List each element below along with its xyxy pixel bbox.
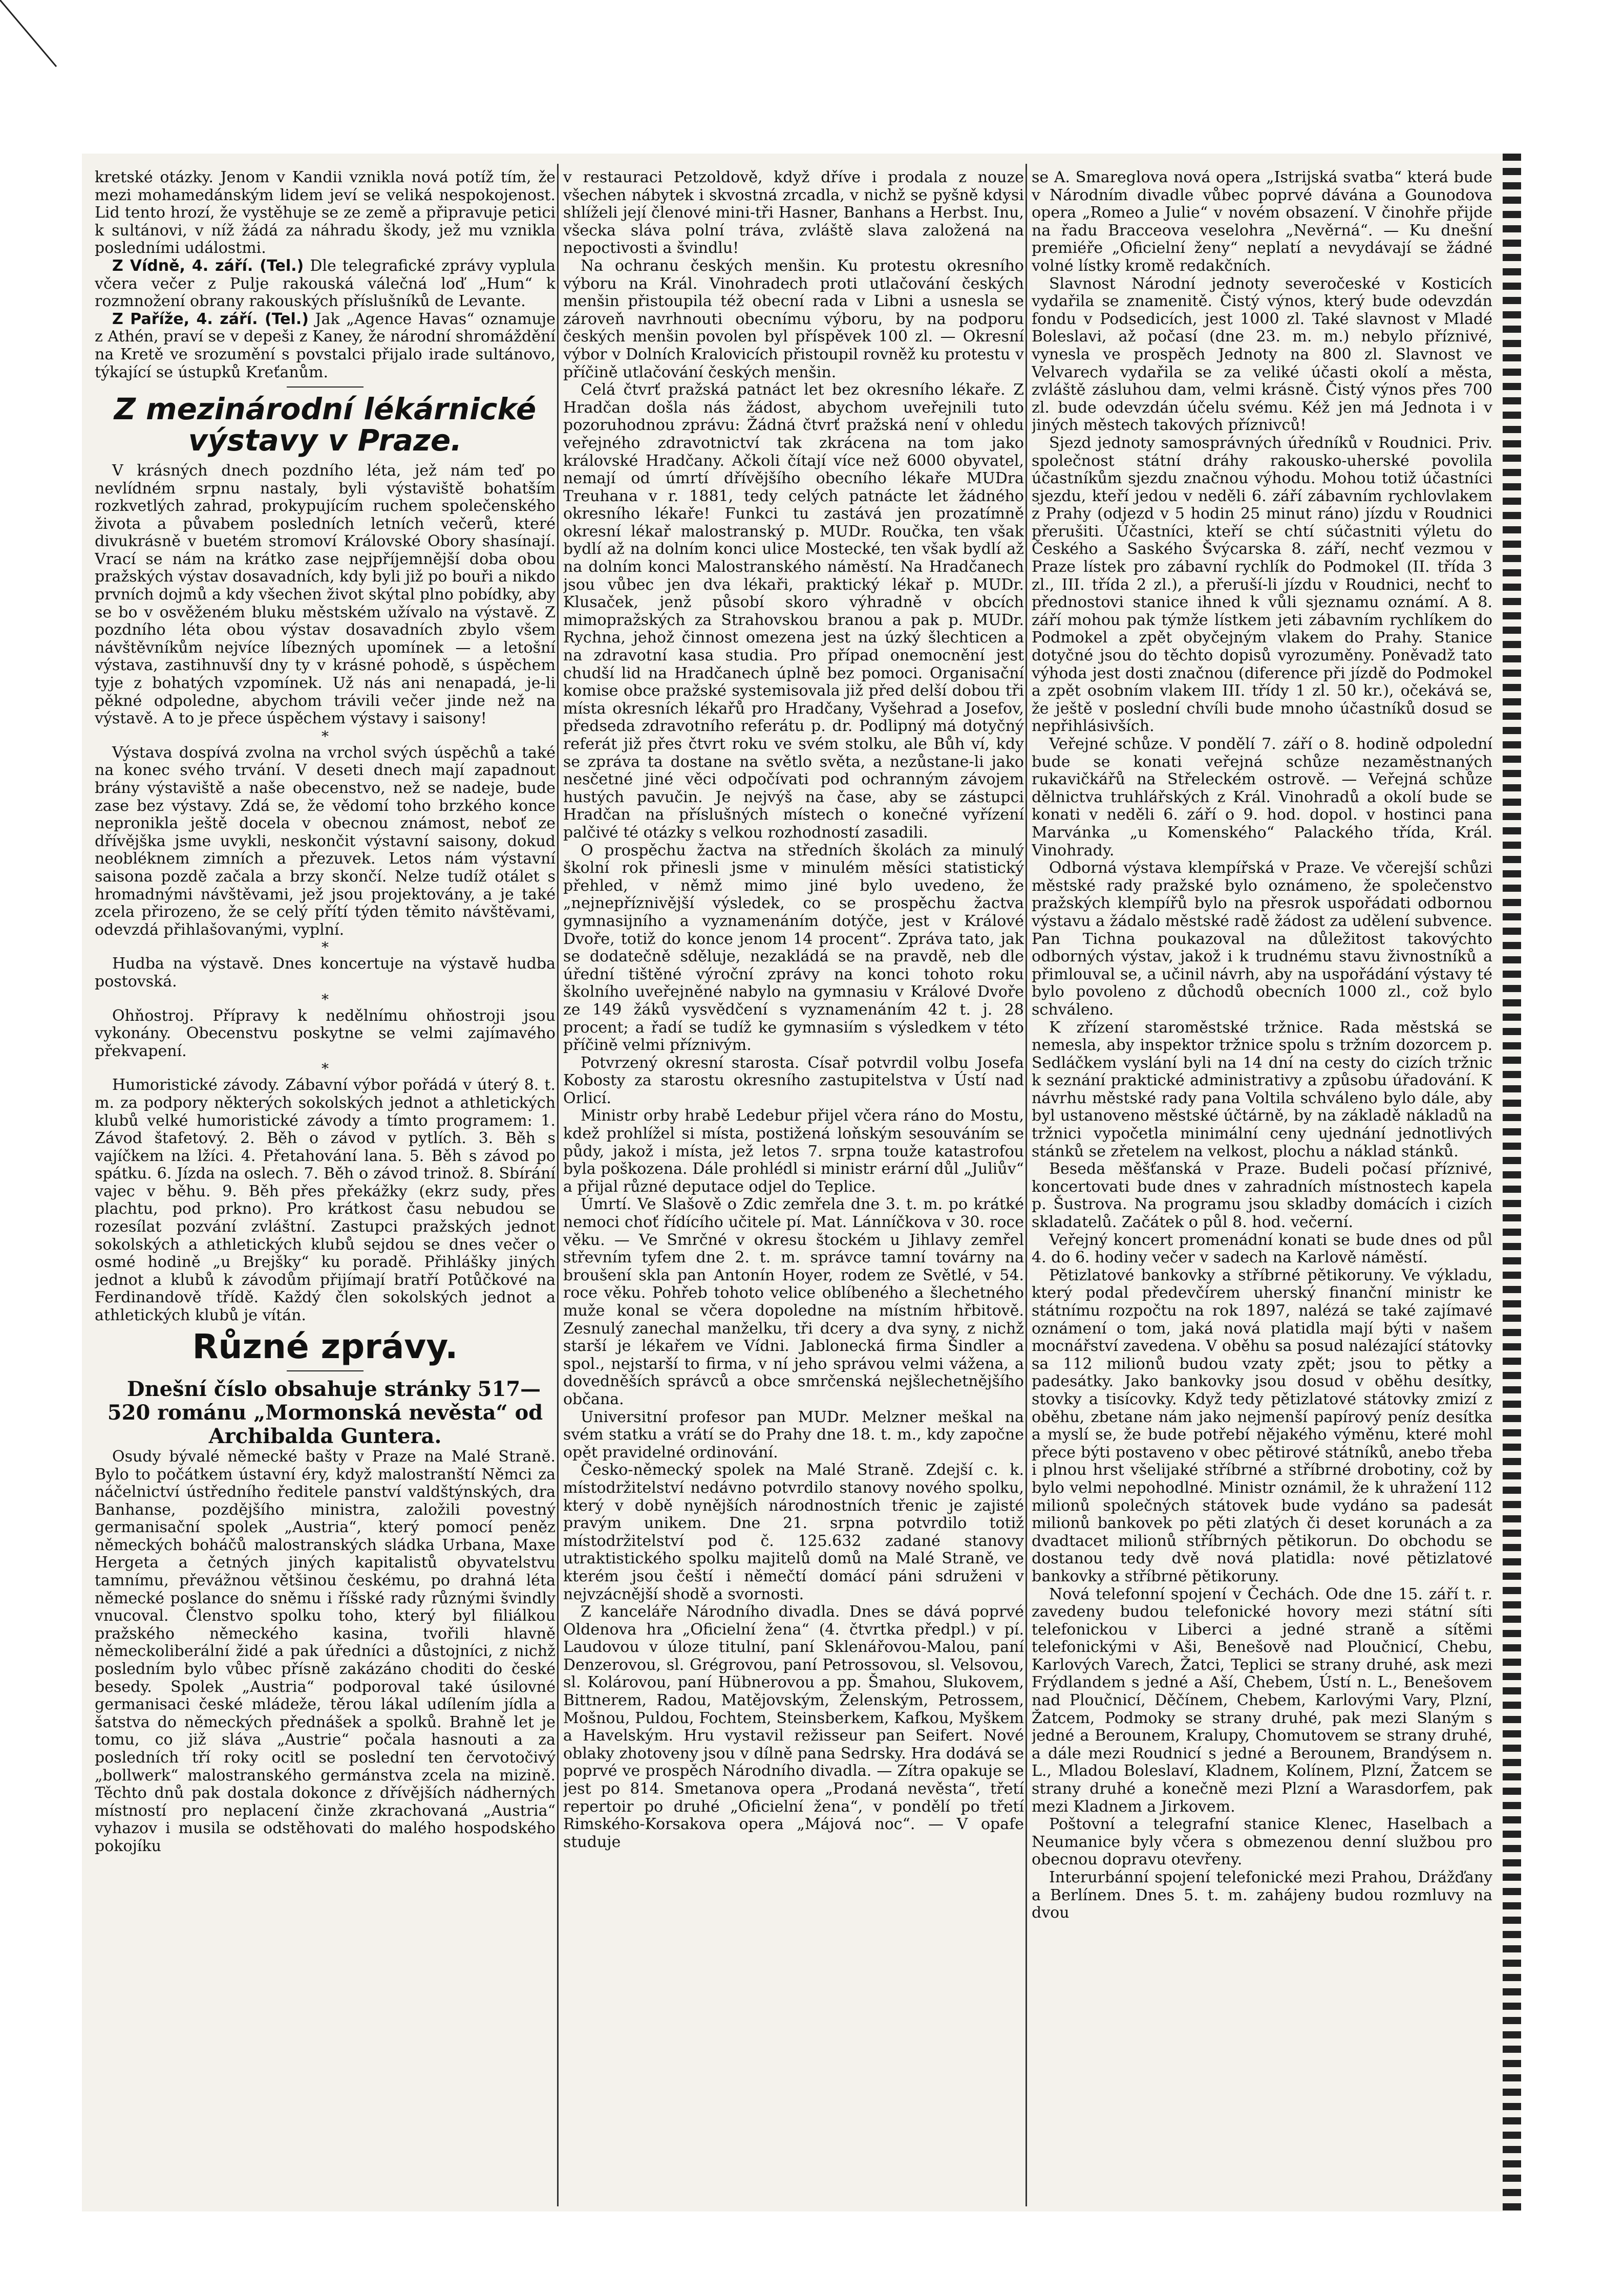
dateline: Z Paříže, 4. září. (Tel.) [112, 310, 309, 328]
column-2 [563, 169, 1024, 2196]
article-paragraph: K zřízení staroměstské tržnice. Rada městská se nemesla, aby inspektor tržnice spolu s tržním dozorcem p. Sedláčkem vyslání byli na 14 dní na cesty do cizích tržnic k seznání praktické administrativy a způsobu úřadování. K návrhu městské rady pana Voltila schváleno bylo dále, aby byl ustanoveno městské účtárně, by na základě nákladů na tržnici vypočetla minimální ceny ujednání jednotlivých stánků se zřetelem na velkost, plochu a náklad stánků. [1032, 1018, 1492, 1161]
article-paragraph: v restauraci Petzoldově, když dříve i prodala z nouze všechen nábytek i skvostná zrcadla, v nichž se pyšně kdysi shlíželi její členové mini-tři Hasner, Banhans a Herbst. Inu, všecka sláva polní tráva, zvláště slava založená na nepoctivosti a švindlu! [563, 169, 1024, 257]
article-paragraph: Potvrzený okresní starosta. Císař potvrdil volbu Josefa Kobosty za starostu okresního zastupitelstva v Ústí nad Orlicí. [563, 1054, 1024, 1107]
column-3 [1032, 169, 1492, 2196]
article-paragraph: Nová telefonní spojení v Čechách. Ode dne 15. září t. r. zavedeny budou telefonické hovory mezi státní síti telefonickou v Liberci a jedné straně a sítěmi telefonickými v Aši, Benešově nad Ploučnicí, Chebu, Karlových Varech, Žatci, Teplici se strany druhé, ask mezi Frýdlandem s jedné a Aší, Chebem, Ústí n. L., Benešovem nad Ploučnicí, Děčínem, Chebem, Karlovými Vary, Plzní, Žatcem, Podmoky se strany druhé, pak mezi Slaným s jedné a Berounem, Kralupy, Chomutovem se strany druhé, a dále mezi Roudnicí s jedné a Berounem, Brandýsem n. L., Mladou Boleslaví, Kladnem, Kolínem, Plzní, Žatcem se strany druhé a konečně mezi Plzní a Warasdorfem, pak mezi Kladnem a Jirkovem. [1032, 1585, 1492, 1816]
article-text: Jak „Agence Havas“ oznamuje z Athén, praví se v depeši z Kaney, že národní shromáždění na Kretě ve srozumění s povstalci přijalo irade sultánovo, týkající se ústupků Kreťanům. [95, 310, 555, 381]
article-paragraph: Na ochranu českých menšin. Ku protestu okresního výboru na Král. Vinohradech proti utlačování českých menšin přistoupila též obecní rada v Libni a usnesla se zároveň navrhnouti obecnímu výboru, by na podporu českých menšin povolen byl příspěvek 100 zl. — Okresní výbor v Dolních Kralovicích přistoupil rovněž ku protestu v příčině utlačování českých menšin. [563, 256, 1024, 381]
article-paragraph: Z kanceláře Národního divadla. Dnes se dává poprvé Oldenova hra „Oficielní žena“ (4. čtvrtka předpl.) v pí. Laudovou v úloze titulní, paní Sklenářovou-Malou, paní Denzerovou, sl. Grégrovou, paní Petrossovou, sl. Velsovou, sl. Kolárovou, paní Hübnerovou a pp. Šmahou, Slukovem, Bittnerem, Radou, Matějovským, Želenským, Petrossem, Mošnou, Puldou, Fochtem, Steinsberkem, Kafkou, Myškem a Havelským. Hru vystavil režisseur pan Seifert. Nové oblaky zhotoveny jsou v dílně pana Sedrsky. Hra dodává se poprvé ve prospěch Národního divadla. — Zítra opakuje se jest po 814. Smetanova opera „Prodaná nevěsta“, třetí repertoir po druhé „Oficielní žena“, v pondělí po třetí Rimského-Korsakova opera „Májová noc“. — V opafe studuje [563, 1603, 1024, 1851]
column-rule [557, 164, 559, 2206]
article-paragraph: Úmrtí. Ve Slašově o Zdic zemřela dne 3. t. m. po krátké nemoci choť řídícího učitele pí. Mat. Lánníčkova v 30. roce věku. — Ve Smrčné v okresu štockém u Jihlavy zemřel střevním tyfem dne 2. t. m. správce tamní továrny na broušení skla pan Antonín Hoyer, rodem ze Světlé, v 54. roce věku. Pohřeb tohoto velice oblíbeného a šlechetného muže konal se včera dopoledne na místním hřbitově. Zesnulý zanechal manželku, tři dcery a dva syny, z nichž starší je lékařem ve Vídni. Jablonecká firma Šindler a spol., nejstarší to firma, v ní jeho správou velmi vážena, a dovedněších správců a obce smrčenská nejšlechetnějšího občana. [563, 1195, 1024, 1408]
section-heading: Z mezinárodní lékárnické výstavy v Praze. [114, 392, 537, 458]
separator-rule [287, 1370, 364, 1371]
dateline: Z Vídně, 4. září. (Tel.) [112, 256, 304, 275]
article-paragraph: Osudy bývalé německé bašty v Praze na Malé Straně. Bylo to počátkem ústavní éry, když malostranští Němci za náčelnictví ústředního ředitele panství valdštýnských, dra Banhanse, pozdějšího ministra, založili povestný germanisační spolek „Austria“, který pomocí peněz německých boháčů malostranských sládka Urbana, Maxe Hergeta a četných jiných kapitalistů obyvatelstvu tamnímu, převážnou většinou českému, po drahná léta německé poslance do sněmu i říšské rady různými švindly vnucoval. Členstvo spolku toho, který byl filiálkou pražského německého kasina, tvořili hlavně německoliberální židé a pak úředníci a důstojníci, z nichž posledním bylo vůbec přísně zakázáno choditi do české besedy. Spolek „Austria“ podporoval také úsilovné germanisaci české mládeže, těrou lákal udílením jídla a šatstva do německých přednášek a spolků. Brahně let je tomu, co již sláva „Austrie“ počala hasnouti a za posledních tří roky ocitl se poslední ten červotočivý „bollwerk“ malostranského germánstva zcela na mizině. Těchto dnů pak dostala dokonce z dřívějších nádherných místností pro neplacení činže zkrachovaná „Austria“ vyhazov i musila se odstěhovati do malého hospodského pokojíku [95, 1447, 555, 1855]
article-paragraph: Veřejné schůze. V pondělí 7. září o 8. hodině odpolední bude se konati veřejná schůze nezaměstnaných rukavičkářů na Střeleckém ostrově. — Veřejná schůze dělnictva truhlářských z Král. Vinohradů a okolí bude se konati v neděli 6. září o 9. hod. dopol. v hostinci pana Marvánka „u Komenského“ Palackého třída, Král. Vinohrady. [1032, 735, 1492, 860]
star-divider: * [322, 1060, 329, 1078]
article-paragraph: Humoristické závody. Zábavní výbor pořádá v úterý 8. t. m. za podpory některých sokolských jednot a athletických klubů velké humoristické závody a tímto programem: 1. Závod štafetový. 2. Běh o závod v pytlích. 3. Běh s vajíčkem na lžíci. 4. Přetahování lana. 5. Běh s závod po spátku. 6. Jízda na oslech. 7. Běh o závod trinož. 8. Sbírání vajec v běhu. 9. Běh přes překážky (ekrz sudy, přes plachtu, pod prkno). Pro krátkost času nebudou se rozesílat pozvání zvláštní. Zastupci pražských jednot sokolských a athletických klubů sejdou se dnes večer o osmé hodině „u Brejšky“ ku poradě. Přihlášky jiných jednot a klubů k závodům přijímají bratří Potůčkové na Ferdinandově třídě. Každý člen sokolských jednot a athletických klubů je vítán. [95, 1076, 555, 1325]
star-divider: * [322, 991, 329, 1008]
article-paragraph: Interurbánní spojení telefonické mezi Prahou, Drážďany a Berlínem. Dnes 5. t. m. zahájeny budou rozmluvy na dvou [1032, 1868, 1492, 1922]
article-paragraph: Veřejný koncert promenádní konati se bude dnes od půl 4. do 6. hodiny večer v sadech na Karlově náměstí. [1032, 1231, 1492, 1267]
article-paragraph: Celá čtvrť pražská patnáct let bez okresního lékaře. Z Hradčan došla nás žádost, abychom uveřejnili tuto pozoruhodnou zprávu: Žádná čtvrť pražská není v ohledu veřejného zdravotnictví tak zkrácena na tom jako královské Hradčany. Ačkoli čítají více než 6000 obyvatel, nemají od úmrtí dřívějšího obecního lékaře MUDra Treuhana v r. 1881, tedy celých patnácte let žádného okresního lékaře! Funkci tu zastává jen prozatímně okresní lékař malostranský p. MUDr. Roučka, ten však bydlí až na dolním konci ulice Mostecké, ten však bydlí až na dolním konci Malostranského náměstí. Na Hradčanech jsou vůbec jen dva lékaři, praktický lékař p. MUDr. Klusaček, jenž působí skoro výhradně v obcích mimopražských za Strahovskou branou a pak p. MUDr. Rychna, jehož činnost omezena jest na úzký šlechticen a na zdravotní kasa studia. Pro případ onemocnění jest chudší lid na Hradčanech úplně bez pomoci. Organisační komise obce pražské systemisovala již před delší dobou tři místa okresních lékařů pro Hradčany, Vyšehrad a Josefov, předseda zdravotního referátu p. dr. Podlipný má dotyčný referát již přes čtvrt roku ve svém stolku, ale Bůh ví, kdy se zpráva ta dostane na světlo světa, a nezůstane-li jako nesčetné jiné věci odpočívati pod ochranným závojem hustých pavučin. Je nejvýš na čase, aby se zástupci Hradčan na příslušných místech o konečné vyřízení palčivé té otázky s velkou rozhodností zasadili. [563, 381, 1024, 842]
article-paragraph [95, 257, 555, 311]
article-paragraph: Pětizlatové bankovky a stříbrné pětikoruny. Ve výkladu, který podal předevčírem uherský finanční ministr ke státnímu rozpočtu na rok 1897, nalézá se také zajímavé oznámení o tom, jaká nová platidla mají býti v našem mocnářství zavedena. V oběhu sa posud nalézající státovky sa 112 milionů budou vzaty zpět; jsou to pětky a padesátky. Jako bankovky jsou dosud v oběhu desítky, stovky a tisícovky. Když tedy pětizlatové státovky zmizí z oběhu, zbetane nám jako nejmenší papírový peníz desítka a myslí se, že bude potřebí nějakého výměnu, které mohl přece býti postaveno v obec pětirové státníků, anebo třeba i plnou hrst všelijaké stříbrné a stříbrné drobotiny, což by bylo velmi nepohodlné. Ministr oznámil, že k uhražení 112 milionů společných státovek bude vydáno sa padesát milionů bankovek po pěti zlatých či deset korunách a za dvadtacet milionů stříbrných pětikorun. Do obchodu se dostanou tedy dvě nová platidla: nové pětizlatové bankovky a stříbrné pětikoruny. [1032, 1266, 1492, 1585]
column-rule [1025, 164, 1027, 2206]
article-paragraph: Beseda měšťanská v Praze. Budeli počasí příznivé, koncertovati bude dnes v zahradních místnostech kapela p. Šustrova. Na programu jsou skladby domácích i cizích skladatelů. Začátek o půl 8. hod. večerní. [1032, 1160, 1492, 1232]
article-paragraph: Poštovní a telegrafní stanice Klenec, Haselbach a Neumanice byly včera s obmezenou denní službou pro obecnou dopravu otevřeny. [1032, 1815, 1492, 1869]
article-paragraph [95, 311, 555, 381]
article-paragraph: O prospěchu žactva na středních školách za minulý školní rok přinesli jsme v minulém měsíci statistický přehled, v němž mimo jiné bylo uvedeno, že „nejnepříznivější výsledek, co se prospěchu žactva gymnasijního a vyznamenáním dotýče, jest v Králové Dvoře, totiž do konce jenom 14 procent“. Zpráva tato, jak se dodatečně sděluje, nezakládá se na pravdě, neb dle úřední tištěné výroční zprávy na konci tohoto roku školního uveřejněné nabylo na gymnasiu v Králové Dvoře ze 149 žáků vysvědčení s vyznamenáním 42 t. j. 28 procent; a řadí se tudíž ke gymnasiím s výsledkem v této příčině velmi příznivým. [563, 841, 1024, 1055]
article-paragraph: Slavnost Národní jednoty severočeské v Kosticích vydařila se znamenitě. Čistý výnos, který bude odevzdán fondu v Podsedicích, jest 1000 zl. Také slavnost v Mladé Boleslavi, až počasí (dne 23. m. m.) nebylo příznivé, vynesla ve prospěch Jednoty na 800 zl. Slavnost ve Velvarech vydařila se za veliké účasti okolí a města, zvláště zásluhou dam, velmi krásně. Čistý výnos přes 700 zl. bude odevzdán účelu svému. Kéž jen má Jednota i v jiných městech takových příznivců! [1032, 274, 1492, 435]
article-paragraph: Ministr orby hrabě Ledebur přijel včera ráno do Mostu, kdež prohlížel si místa, postižená loňským sesouváním se půdy, jakož i místa, jež letos 7. srpna touže katastrofou byla poškozena. Dále prohlédl si ministr erární důl „Juliův“ a přijal různé deputace odjel do Teplice. [563, 1107, 1024, 1196]
star-divider: * [322, 939, 329, 956]
page-edge-strip [1503, 154, 1521, 2211]
article-paragraph: Hudba na výstavě. Dnes koncertuje na výstavě hudba postovská. [95, 955, 555, 991]
column-1 [95, 169, 555, 2196]
section-heading: Různé zprávy. [192, 1326, 458, 1366]
article-paragraph: V krásných dnech pozdního léta, jež nám teď po nevlídném srpnu nastaly, byli výstaviště bohatším rozkvetlých zahrad, prokypujícím ruchem společenského života a půvabem posledních letních večerů, které divukrásně v buetém stromoví Královské Obory shasínají. Vrací se nám na krátko zase nejpříjemnější doba obou pražských výstav dosavadních, kdy byli již po bouři a nikdo prvních dojmů a kdy všechen život skýtal plno pobídky, aby se bo v osvěženém bluku městském užívalo na výstavě. Z pozdního léta obou výstav dosavadních zbylo všem návštěvníkům nejvíce líbezných upomínek — a letošní výstava, zastihnuvší dny ty v krásné pohodě, s úspěchem tyje z bohatých vzpomínek. Už nás ani nenapadá, je-li pěkné odpoledne, abychom trávili večer jinde než na výstavě. A to je přece úspěchem výstavy i saisony! [95, 461, 555, 728]
article-paragraph: kretské otázky. Jenom v Kandii vznikla nová potíž tím, že mezi mohamedánským lidem jeví se veliká nespokojenost. Lid tento hrozí, že vystěhuje se ze země a připravuje petici k sultánovi, v níž žádá za náhradu škody, jež mu vznikla posledními událostmi. [95, 169, 555, 257]
article-paragraph: Výstava dospívá zvolna na vrchol svých úspěchů a také na konec svého trvání. V deseti dnech mají zapadnout brány výstaviště a naše obecenstvo, než se nadeje, bude zase bez výstavy. Zdá se, že vědomí toho brzkého konce nepronikla ještě docela v obecnou známost, neboť ze dřívějška jsme uvykli, neskončit výstavní saisony, dokud neobléknem zimních a přezuvek. Letos nám výstavní saisona pozdě začala a brzy skončí. Nelze tudíž otálet s hromadnými návštěvami, jež jsou projektovány, a je také zcela přirozeno, že se celý přítí týden těmito návštěvami, odevzdá přihlašovanými, vyplní. [95, 743, 555, 939]
notice-lead: Dnešní číslo obsahuje stránky 517—520 románu „Mormonská nevěsta“ od Archibalda Guntera. [107, 1377, 543, 1448]
article-paragraph: Odborná výstava klempířská v Praze. Ve včerejší schůzi městské rady pražské bylo oznámeno, že společenstvo pražských klempířů bylo na přesrok uspořádati odbornou výstavu a žádalo městské radě žádost za udělení subvence. Pan Tichna poukazoval na důležitost takovýchto odborných výstav, jakož i k trudnému stavu živnostníků a přimlouval se, a učinil návrh, aby na uspořádání výstavy té bylo povoleno z důchodů obecních 1000 zl., což bylo schváleno. [1032, 859, 1492, 1019]
article-text: Dle telegrafické zprávy vyplula včera večer z Pulje rakouská válečná loď „Hum“ k rozmnožení obrany rakouských příslušníků de Levante. [95, 256, 555, 311]
article-paragraph: Česko-německý spolek na Malé Straně. Zdejší c. k. místodržitelství nedávno potvrdilo stanovy nového spolku, který v době nynějších národnostních třenic je zajisté pravým unikem. Dne 21. srpna potvrdilo totiž místodržitelství pod č. 125.632 zadané stanovy utraktistického spolku majitelů domů na Malé Straně, ve kterém jsou čeští i němečtí domácí páni sdruženi v nejvzácnější shodě a svornosti. [563, 1461, 1024, 1603]
scan-corner-line [0, 0, 72, 77]
article-paragraph: Ohňostroj. Přípravy k nedělnímu ohňostroji jsou vykonány. Obecenstvu poskytne se velmi zajímavého překvapení. [95, 1006, 555, 1060]
star-divider: * [322, 727, 329, 745]
article-paragraph: se A. Smareglova nová opera „Istrijská svatba“ která bude v Národním divadle vůbec poprvé dávána a Gounodova opera „Romeo a Julie“ v novém obsazení. V činohře přijde na řadu Bracceova veselohra „Nevěrná“. — Ku dnešní premiéře „Oficielní ženy“ neplatí a nevydávají se žádné volné lístky kromě redakčních. [1032, 169, 1492, 275]
article-paragraph: Universitní profesor pan MUDr. Melzner meškal na svém statku a vrátí se do Prahy dne 18. t. m., kdy započne opět pravidelné ordinování. [563, 1408, 1024, 1462]
separator-rule [287, 386, 364, 388]
article-paragraph: Sjezd jednoty samosprávných úředníků v Roudnici. Priv. společnost státní dráhy rakousko-uherské povolila účastníkům sjezdu značnou výhodu. Mohou totiž účastníci sjezdu, kteří jedou v neděli 6. září zábavním rychlovlakem z Prahy (odjezd v 5 hodin 25 minut ráno) jízdu v Roudnici přerušiti. Účastníci, kteří se chtí súčastniti výletu do Českého a Saského Švýcarska 8. září, nechť vezmou v Praze lístek pro zábavní rychlík do Podmokel (II. třída 3 zl., III. třída 2 zl.), a přeruší-li jízdu v Roudnici, nechť to přednostovi stanice ihned k vůli sjeznamu oznámí. A 8. září mohou pak týmže lístkem jeti zábavním rychlíkem do Podmokel a zpět obyčejným vlakem do Prahy. Stanice dotyčné jsou do těchto dopisů vyrozuměny. Poněvadž tato výhoda jest dosti značnou (diference při jízdě do Podmokel a zpět osobním vlakem III. třídy 1 zl. 50 kr.), očekává se, že ještě v poslední chvíli bude mnoho účastníků dosud se nepřihlásivších. [1032, 434, 1492, 736]
